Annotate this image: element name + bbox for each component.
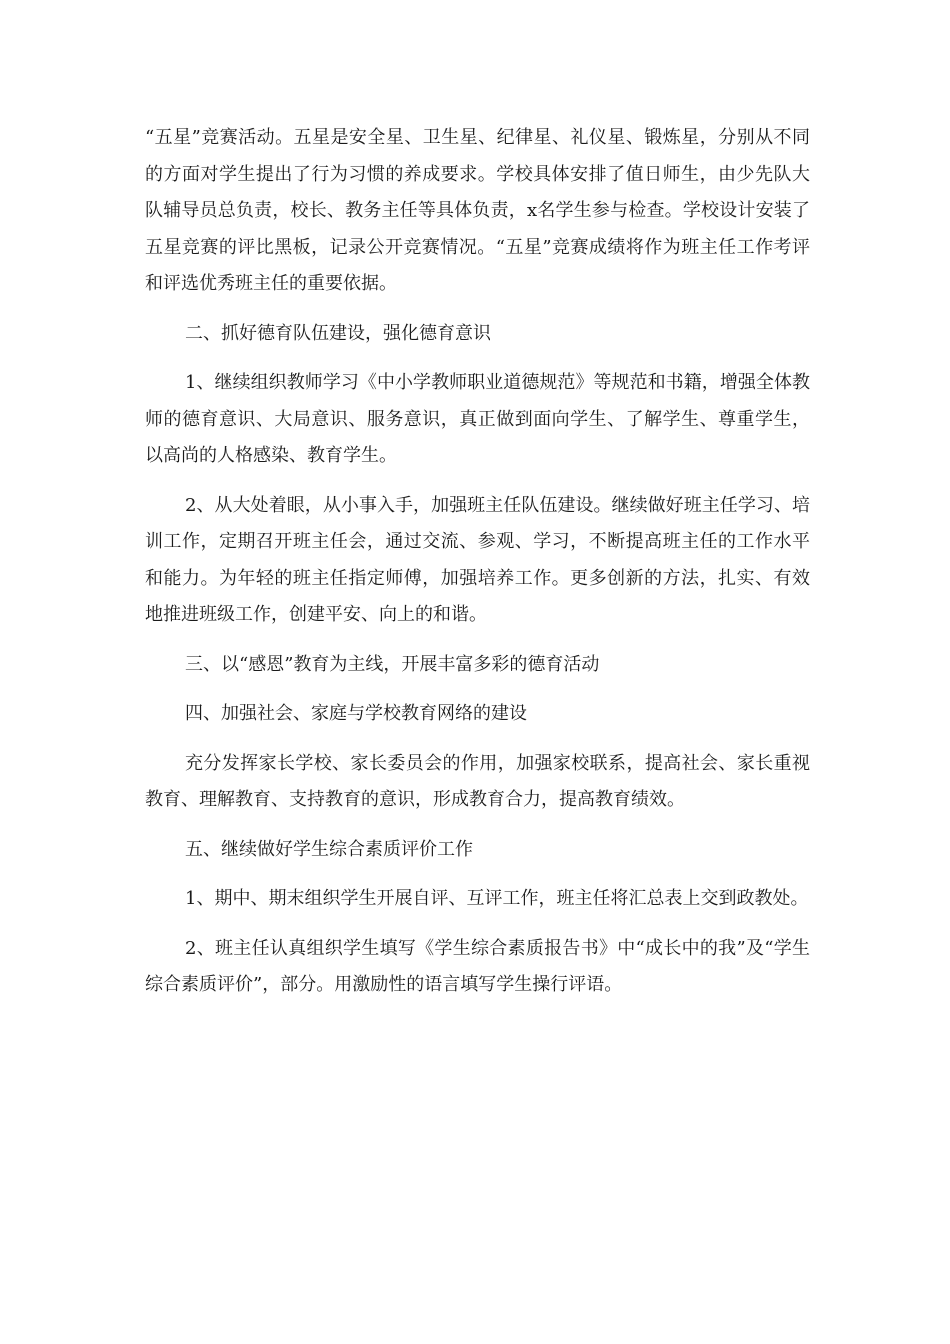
section-heading-5: 五、继续做好学生综合素质评价工作 <box>185 838 473 860</box>
paragraph-2-2: 2、从大处着眼，从小事入手，加强班主任队伍建设。继续做好班主任学习、培训工作，定期召开班主任会，通过交流、参观、学习，不断提高班主任的工作水平和能力。为年轻的班主任指定师傅，加强培养工作。更多创新的方法，扎实、有效地推进班级工作，创建平安、向上的和谐。 <box>145 494 810 625</box>
document-body <box>145 120 810 1017</box>
paragraph-4-body: 充分发挥家长学校、家长委员会的作用，加强家校联系，提高社会、家长重视教育、理解教育、支持教育的意识，形成教育合力，提高教育绩效。 <box>145 752 810 810</box>
paragraph-5-2: 2、班主任认真组织学生填写《学生综合素质报告书》中“成长中的我”及“学生综合素质评价”，部分。用激励性的语言填写学生操行评语。 <box>145 937 810 995</box>
paragraph-5-1: 1、期中、期末组织学生开展自评、互评工作，班主任将汇总表上交到政教处。 <box>185 888 809 909</box>
section-heading-3: 三、以“感恩”教育为主线，开展丰富多彩的德育活动 <box>185 653 600 675</box>
paragraph-2-1: 1、继续组织教师学习《中小学教师职业道德规范》等规范和书籍，增强全体教师的德育意识、大局意识、服务意识，真正做到面向学生、了解学生、尊重学生，以高尚的人格感染、教育学生。 <box>145 372 810 466</box>
section-heading-2: 二、抓好德育队伍建设，强化德育意识 <box>185 322 491 344</box>
section-heading-4: 四、加强社会、家庭与学校教育网络的建设 <box>185 703 527 724</box>
paragraph-wuxing-competition: “五星”竞赛活动。五星是安全星、卫生星、纪律星、礼仪星、锻炼星，分别从不同的方面对学生提出了行为习惯的养成要求。学校具体安排了值日师生，由少先队大队辅导员总负责，校长、教务主任等具体负责，x名学生参与检查。学校设计安装了五星竞赛的评比黑板，记录公开竞赛情况。“五星”竞赛成绩将作为班主任工作考评和评选优秀班主任的重要依据。 <box>145 127 810 294</box>
